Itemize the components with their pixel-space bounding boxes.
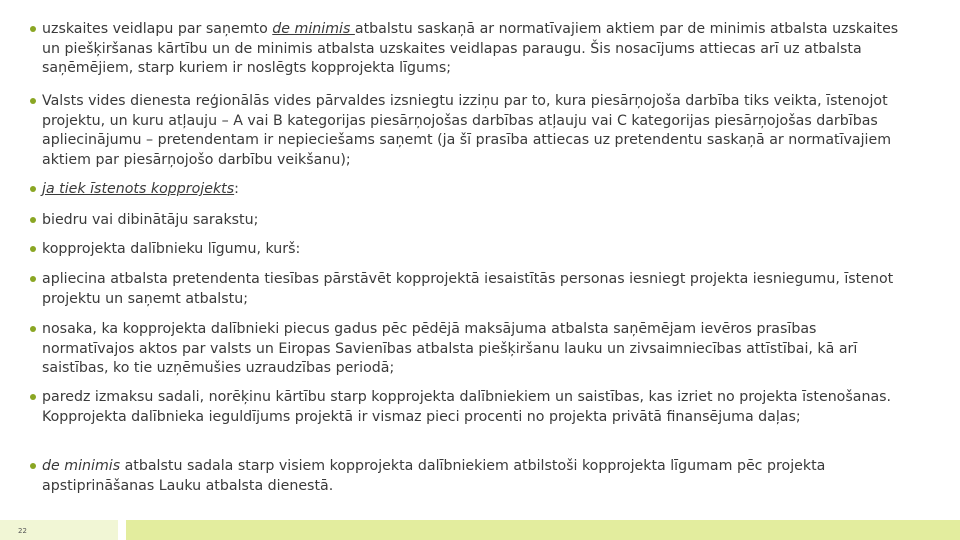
item-text: atbalstu saskaņā ar normatīvajiem aktiem par de minimis atbalsta uzskaites un piešķiršanas kārtību un de minimis atbalsta uzskaites veidlapas paraugu. Šis nosacījums attiecas arī uz atbalsta saņēmējiem, starp kuriem ir noslēgts kopprojekta līgums; bbox=[42, 21, 899, 77]
item-text: : bbox=[234, 181, 239, 197]
bullet-icon bbox=[30, 98, 36, 104]
item-text: biedru vai dibinātāju sarakstu; bbox=[42, 212, 259, 228]
bullet-icon bbox=[30, 217, 36, 223]
list-item bbox=[30, 180, 910, 200]
list-item bbox=[30, 388, 910, 427]
item-text: paredz izmaksu sadali, norēķinu kārtību starp kopprojekta dalībniekiem un saistības, kas izriet no projekta īstenošanas. Kopprojekta dalībnieka ieguldījums projektā ir vismaz pieci procenti no projekta privātā finansējuma daļas; bbox=[42, 389, 892, 425]
footer-bar bbox=[126, 520, 960, 540]
list-item bbox=[30, 270, 910, 309]
list-item bbox=[30, 320, 910, 379]
list-item bbox=[30, 457, 910, 496]
item-text: atbalstu sadala starp visiem kopprojekta dalībniekiem atbilstoši kopprojekta līgumam pēc projekta apstiprināšanas Lauku atbalsta dienestā. bbox=[42, 458, 826, 494]
bullet-icon bbox=[30, 26, 36, 32]
item-text: Valsts vides dienesta reģionālās vides pārvaldes izsniegtu izziņu par to, kura piesārņojoša darbība tiks veikta, īstenojot projektu, un kuru atļauju – A vai B kategorijas piesārņojošas darbības atļauju vai C kategorijas piesārņojošas darbības apliecinājumu – pretendentam ir nepieciešams saņemt (ja šī prasība attiecas uz pretendentu saskaņā ar normatīvajiem aktiem par piesārņojošo darbību veikšanu); bbox=[42, 93, 892, 168]
item-text: nosaka, ka kopprojekta dalībnieki piecus gadus pēc pēdējā maksājuma atbalsta saņēmējam ievēros prasības normatīvajos aktos par valsts un Eiropas Savienības atbalsta piešķiršanu lauku un zivsaimniecības attīstībai, kā arī saistības, ko tie uzņēmušies uzraudzības periodā; bbox=[42, 321, 858, 377]
emphasis-text: ja tiek īstenots kopprojekts bbox=[42, 181, 235, 197]
item-text: uzskaites veidlapu par saņemto bbox=[42, 21, 273, 37]
emphasis-text: de minimis bbox=[272, 21, 355, 37]
emphasis-text: de minimis bbox=[42, 458, 121, 474]
list-item bbox=[30, 211, 910, 231]
bullet-icon bbox=[30, 463, 36, 469]
bullet-icon bbox=[30, 394, 36, 400]
bullet-icon bbox=[30, 276, 36, 282]
page-number: 22 bbox=[18, 527, 27, 535]
bullet-icon bbox=[30, 326, 36, 332]
item-text: apliecina atbalsta pretendenta tiesības pārstāvēt kopprojektā iesaistītās personas iesniegt projekta iesniegumu, īstenot projektu un saņemt atbalstu; bbox=[42, 271, 894, 307]
list-item bbox=[30, 20, 910, 79]
item-text: kopprojekta dalībnieku līgumu, kurš: bbox=[42, 241, 301, 257]
list-item bbox=[30, 240, 910, 260]
bullet-icon bbox=[30, 246, 36, 252]
list-item bbox=[30, 92, 910, 170]
bullet-icon bbox=[30, 186, 36, 192]
